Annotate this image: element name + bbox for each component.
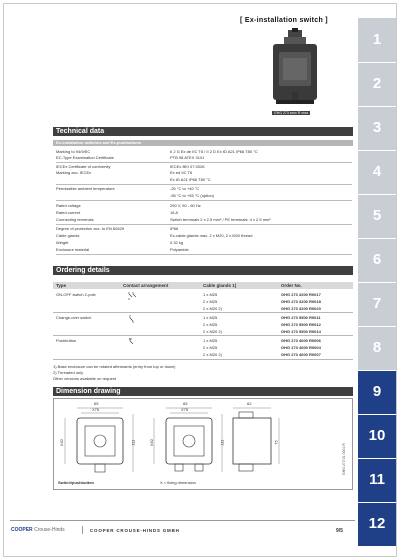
ordering-order-no: GHG 273 5500 R0014: [281, 329, 321, 334]
spec-key: EC-Type Examination Certificate: [56, 155, 114, 160]
ordering-cable: 1 x M25: [203, 315, 218, 320]
logo-main: COOPER: [11, 527, 33, 533]
chapter-tab-10[interactable]: 10: [358, 414, 396, 458]
col-type: Type: [56, 283, 67, 288]
chapter-tab-7[interactable]: 7: [358, 282, 396, 326]
contact-symbol-changeover: [128, 314, 136, 324]
chapter-tab-9[interactable]: 9: [358, 370, 396, 414]
dim-label-h4: 111: [219, 439, 225, 446]
spec-key: Rated current: [56, 210, 81, 215]
ordering-order-no: GHG 273 3200 R0018: [281, 299, 321, 304]
dimension-caption-2: X = fixing dimension: [160, 480, 196, 485]
logo-sub: Crouse-Hinds: [34, 527, 65, 533]
tab-divider: [358, 370, 396, 371]
technical-data-subheader: Ex-installation switches and Ex-pushbuttons: [53, 140, 353, 146]
side-code: GHG 273 01 0001 R: [342, 443, 346, 475]
chapter-tab-12[interactable]: 12: [358, 502, 396, 546]
spec-key: Degree of protection acc. to EN 60529: [56, 226, 125, 231]
contact-symbol-pushbutton: [128, 337, 136, 347]
ordering-type: Change-over switch: [56, 315, 92, 320]
spec-value: Ex tD A21 IP66 T80 °C: [170, 177, 211, 182]
ordering-order-no: GHG 273 4600 R0004: [281, 345, 321, 350]
ordering-cable: 2 x M20 2): [203, 329, 222, 334]
spec-key: Connecting terminals: [56, 217, 94, 222]
product-caption: GHG 273 xxxx R xxxx: [274, 111, 309, 115]
spec-value: -20 °C to +40 °C: [170, 186, 200, 191]
ordering-cable: 2 x M25: [203, 322, 218, 327]
spec-value: 0.32 kg: [170, 240, 184, 245]
chapter-tab-11[interactable]: 11: [358, 458, 396, 502]
row-divider: [56, 254, 352, 255]
tab-divider: [358, 326, 396, 327]
product-photo: [270, 28, 320, 114]
technical-data-heading: Technical data: [53, 127, 353, 136]
footer-separator: [82, 526, 83, 534]
tab-divider: [358, 106, 396, 107]
ordering-order-no: GHG 273 3200 R0017: [281, 292, 321, 297]
row-divider: [56, 184, 352, 185]
spec-value: IP66: [170, 226, 179, 231]
spec-value: -55 °C to +55 °C (option): [170, 193, 214, 198]
tab-divider: [358, 282, 396, 283]
chapter-tab-4[interactable]: 4: [358, 150, 396, 194]
dim-label-d2: 75: [273, 440, 279, 445]
ordering-note: 2) Threaded only: [53, 370, 84, 375]
ordering-type: ON-OFF switch 2-pole: [56, 292, 96, 297]
row-divider: [56, 162, 352, 163]
ordering-order-no: GHG 273 5500 R0012: [281, 322, 321, 327]
spec-key: Cable glands: [56, 233, 80, 238]
ordering-type: Pushbutton: [56, 338, 77, 343]
footer-divider: [10, 520, 355, 521]
dim-label-h2: 111: [130, 439, 136, 446]
dim-label-w3: 65: [183, 401, 188, 406]
row-divider: [53, 335, 353, 336]
tab-divider: [358, 414, 396, 415]
ordering-order-no: GHG 273 3200 R0020: [281, 306, 321, 311]
spec-value: Switch terminals 2 x 2.5 mm² / PE terminals: 4 x 2.5 mm²: [170, 217, 271, 222]
dimension-caption-1: Switch/pushbutton: [58, 480, 94, 485]
spec-value: Polyamide: [170, 247, 189, 252]
chapter-tab-3[interactable]: 3: [358, 106, 396, 150]
ordering-cable: 2 x M20 2): [203, 352, 222, 357]
spec-value: PTB 98 ATEX 3101: [170, 155, 205, 160]
dim-label-h3: X62: [149, 438, 155, 447]
ordering-order-no: GHG 273 4600 R0006: [281, 338, 321, 343]
chapter-tab-8[interactable]: 8: [358, 326, 396, 370]
chapter-tab-1[interactable]: 1: [358, 18, 396, 62]
ordering-details-heading: Ordering details: [53, 266, 353, 275]
ordering-note: 1) Base enclosure can be rotated afterwards (entry from top or down): [53, 364, 176, 369]
spec-value: Ex ed IIC T6: [170, 170, 193, 175]
spec-value: Ex-cable glands max. 2 x M20, 2 x M20 thread: [170, 233, 253, 238]
ordering-cable: 1 x M25: [203, 338, 218, 343]
ordering-cable: 2 x M25: [203, 345, 218, 350]
chapter-tabs: [358, 4, 396, 556]
tab-divider: [358, 150, 396, 151]
dim-label-h1: X62: [59, 438, 65, 447]
ordering-cable: 2 x M25: [203, 299, 218, 304]
col-contact: Contact arrangement: [123, 283, 169, 288]
dim-label-w4: X75: [181, 407, 189, 412]
dim-label-w2: X75: [92, 407, 100, 412]
tab-divider: [358, 502, 396, 503]
row-divider: [53, 359, 353, 360]
chapter-tab-6[interactable]: 6: [358, 238, 396, 282]
tab-divider: [358, 238, 396, 239]
row-divider: [56, 224, 352, 225]
col-order: Order No.: [281, 283, 302, 288]
spec-value: 250 V, 50 - 60 Hz: [170, 203, 201, 208]
spec-key: Rated voltage: [56, 203, 81, 208]
page-number: 9/5: [336, 528, 343, 534]
catalog-header-title: [ Ex-installation switch ]: [240, 17, 328, 24]
spec-value: IECEx BKI 07.0026: [170, 164, 205, 169]
tab-divider: [358, 458, 396, 459]
row-divider: [53, 312, 353, 313]
dimension-drawing-heading: Dimension drawing: [53, 387, 353, 396]
spec-value: II 2 G Ex de IIC T6 / II 2 D Ex tD A21 IP66 T80 °C: [170, 149, 258, 154]
tab-divider: [358, 194, 396, 195]
ordering-cable: 1 x M25: [203, 292, 218, 297]
ordering-order-no: GHG 273 5500 R0011: [281, 315, 321, 320]
chapter-tab-2[interactable]: 2: [358, 62, 396, 106]
dim-label-d1: 62: [247, 401, 252, 406]
col-cable: Cable glands 1): [203, 283, 237, 288]
row-divider: [56, 200, 352, 201]
ordering-note: Other versions available on request: [53, 376, 116, 381]
chapter-tab-5[interactable]: 5: [358, 194, 396, 238]
spec-value: 16 A: [170, 210, 179, 215]
spec-key: Marking acc. IECEx: [56, 170, 92, 175]
contact-symbol-onoff: [128, 291, 136, 301]
tab-divider: [358, 62, 396, 63]
dim-label-w1: 65: [94, 401, 99, 406]
spec-key: Weight: [56, 240, 69, 245]
ordering-cable: 2 x M20 2): [203, 306, 222, 311]
ordering-table-header: [53, 282, 353, 289]
spec-key: Marking to 94/9/EC: [56, 149, 91, 154]
ordering-order-no: GHG 273 4600 R0007: [281, 352, 321, 357]
spec-key: IECEx Certificate of conformity: [56, 164, 111, 169]
spec-key: Enclosure material: [56, 247, 90, 252]
company-logo: [11, 527, 65, 533]
company-name: COOPER CROUSE-HINDS GMBH: [90, 528, 180, 533]
spec-key: Permissible ambient temperature: [56, 186, 115, 191]
